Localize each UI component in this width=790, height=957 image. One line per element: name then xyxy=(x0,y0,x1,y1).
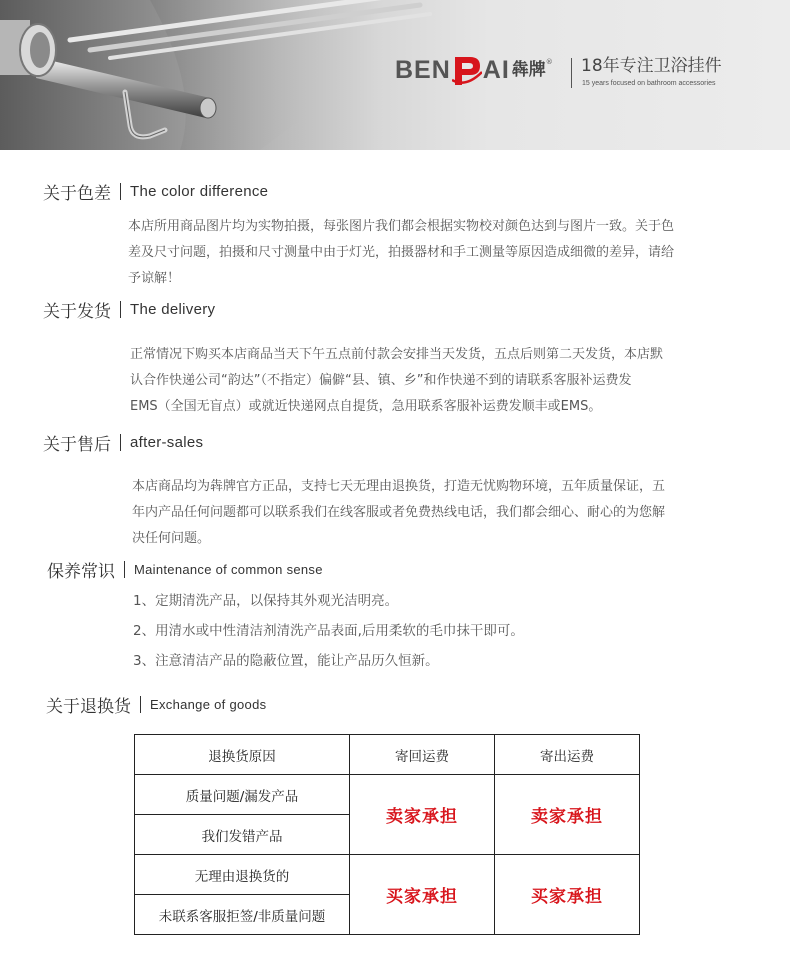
section-title-en: The color difference xyxy=(130,183,269,200)
divider xyxy=(120,434,121,451)
table-header-cell: 寄回运费 xyxy=(349,734,495,775)
divider xyxy=(120,301,121,318)
registered-mark: ® xyxy=(545,58,553,66)
brand-logo xyxy=(395,52,553,88)
table-cell-return-fee: 卖家承担 xyxy=(349,774,495,855)
table-cell-reason: 无理由退换货的 xyxy=(134,854,350,895)
section-title-cn: 关于售后 xyxy=(43,435,111,455)
section-title-cn: 关于发货 xyxy=(43,302,111,322)
divider xyxy=(120,183,121,200)
banner xyxy=(0,0,790,150)
table-cell-reason: 未联系客服拒签/非质量问题 xyxy=(134,894,350,935)
list-item: 3、注意清洁产品的隐蔽位置，能让产品历久恒新。 xyxy=(133,653,439,669)
section-delivery-heading xyxy=(43,297,215,322)
section-title-en: after-sales xyxy=(130,434,204,451)
text-line: 认合作快递公司“韵达”（不指定）偏僻“县、镇、乡”和作快递不到的请联系客服补运费发 xyxy=(130,373,632,388)
section-exchange-heading xyxy=(46,692,266,717)
section-title-en: Exchange of goods xyxy=(150,697,267,712)
section-title-en: The delivery xyxy=(130,301,216,318)
text-line: 正常情况下购买本店商品当天下午五点前付款会安排当天发货，五点后则第二天发货，本店默 xyxy=(130,347,664,362)
brand-word: BEN xyxy=(395,56,451,84)
text-line: 本店所用商品图片均为实物拍摄，每张图片我们都会根据实物校对颜色达到与图片一致。关于色 xyxy=(128,219,675,234)
maintenance-list xyxy=(133,586,524,676)
text-line: 予谅解！ xyxy=(128,271,181,286)
exchange-table xyxy=(134,734,640,935)
divider xyxy=(124,561,125,578)
table-header-cell: 寄出运费 xyxy=(494,734,640,775)
slogan-en: 15 years focused on bathroom accessories xyxy=(582,80,716,87)
list-item: 1、定期清洗产品，以保持其外观光洁明亮。 xyxy=(133,593,399,609)
section-color-heading xyxy=(43,179,268,204)
list-item: 2、用清水或中性清洁剂清洗产品表面,后用柔软的毛巾抹干即可。 xyxy=(133,623,524,639)
text-line: 年内产品任何问题都可以联系我们在线客服或者免费热线电话，我们都会细心、耐心的为您解 xyxy=(132,505,666,520)
table-cell-reason: 质量问题/漏发产品 xyxy=(134,774,350,815)
section-title-cn: 保养常识 xyxy=(47,562,115,582)
section-title-cn: 关于色差 xyxy=(43,184,111,204)
table-cell-send-fee: 卖家承担 xyxy=(494,774,640,855)
section-title-en: Maintenance of common sense xyxy=(134,562,323,577)
text-line: 决任何问题。 xyxy=(132,531,211,546)
table-header-cell: 退换货原因 xyxy=(134,734,350,775)
section-delivery-text xyxy=(130,342,663,420)
brand-mark-icon xyxy=(452,52,482,88)
brand-cn: 犇牌 xyxy=(511,60,546,80)
divider xyxy=(140,696,141,713)
table-cell-send-fee: 买家承担 xyxy=(494,854,640,935)
text-line: 本店商品均为犇牌官方正品，支持七天无理由退换货，打造无忧购物环境，五年质量保证，五 xyxy=(132,479,666,494)
section-title-cn: 关于退换货 xyxy=(46,697,131,717)
section-aftersales-text xyxy=(132,474,665,552)
section-aftersales-heading xyxy=(43,430,203,455)
text-line: EMS（全国无盲点）或就近快递网点自提货，急用联系客服补运费发顺丰或EMS。 xyxy=(130,399,602,414)
slogan-cn: 18年专注卫浴挂件 xyxy=(581,56,722,76)
table-cell-return-fee: 买家承担 xyxy=(349,854,495,935)
section-maintenance-heading xyxy=(47,557,323,582)
section-color-text xyxy=(128,214,674,292)
logo-divider xyxy=(571,58,572,88)
table-cell-reason: 我们发错产品 xyxy=(134,814,350,855)
text-line: 差及尺寸问题，拍摄和尺寸测量中由于灯光，拍摄器材和手工测量等原因造成细微的差异，请给 xyxy=(128,245,675,260)
brand-word-tail: AI xyxy=(482,56,510,84)
